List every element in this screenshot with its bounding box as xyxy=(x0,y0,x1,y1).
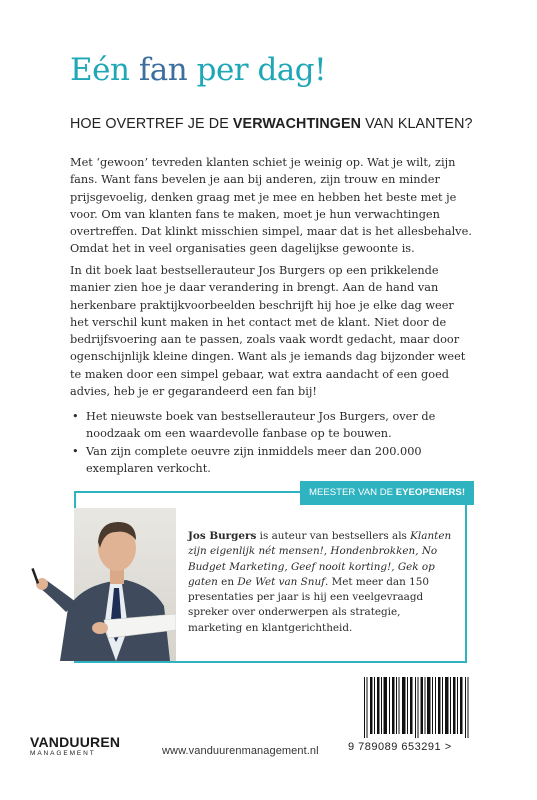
title-part-1: Eén xyxy=(70,52,130,88)
subtitle-before: HOE OVERTREF JE DE xyxy=(70,116,229,132)
list-item xyxy=(70,443,480,478)
subtitle-after: VAN KLANTEN? xyxy=(365,116,473,132)
publisher-subline: MANAGEMENT xyxy=(30,750,96,757)
author-photo xyxy=(30,508,176,661)
author-tab-label xyxy=(300,481,474,505)
book-titles-1: Klanten zijn eigenlijk nét mensen!, Hondenbrokken, No Budget Marketing, Geef nooit korting!, Gek op gaten xyxy=(188,530,452,588)
tab-prefix: MEESTER VAN DE xyxy=(308,487,394,498)
bio-text-1: is auteur van bestsellers als xyxy=(256,530,411,542)
title-part-2: fan xyxy=(138,52,188,88)
publisher-logo xyxy=(30,735,120,758)
bullet-text: Het nieuwste boek van bestsellerauteur Jos Burgers, over de noodzaak om een waardevolle fanbase op te bouwen. xyxy=(86,410,436,441)
bullet-icon: • xyxy=(72,410,79,423)
subtitle-emphasis: VERWACHTINGEN xyxy=(232,116,362,132)
isbn-barcode xyxy=(362,677,474,738)
intro-paragraph: Met ‘gewoon’ tevreden klanten schiet je weinig op. Wat je wilt, zijn fans. Want fans bevelen je aan bij anderen, zijn trouw en minder prijsgevoelig, denken graag met je mee en hebben het beste met je voor. Om van klanten fans te maken, moet je hun verwachtingen overtreffen. Dat klinkt misschien simpel, maar dat is het allesbehalve. Omdat het in veel organisaties geen dagelijkse gewoonte is. xyxy=(70,156,472,256)
publisher-website: www.vanduurenmanagement.nl xyxy=(162,745,319,757)
bio-text-2: en xyxy=(217,575,238,588)
bio-text-3: . Met meer dan 150 presentaties per jaar is hij een veelgevraagd spreker over onderwerpen als strategie, marketing en klantgerichtheid. xyxy=(188,575,429,634)
author-box-top-border xyxy=(74,491,300,493)
book-title xyxy=(70,52,326,88)
bullet-text: Van zijn complete oeuvre zijn inmiddels meer dan 200.000 exemplaren verkocht. xyxy=(86,444,422,475)
publisher-name: VANDUUREN xyxy=(30,734,121,750)
bullet-list xyxy=(70,408,480,477)
list-item xyxy=(70,408,480,443)
description-paragraph: In dit boek laat bestsellerauteur Jos Burgers op een prikkelende manier zien hoe je daar verandering in brengt. Aan de hand van herkenbare praktijkvoorbeelden beschrijft hij hoe je elke dag weer het verschil kunt maken in het contact met de klant. Niet door de bedrijfsvoering aan te passen, zoals vaak wordt gedacht, maar door ogenschijnlijk kleine dingen. Want als je iemands dag bijzonder weet te maken door een simpel gebaar, wat extra aandacht of een goed advies, heb je er gegarandeerd een fan bij! xyxy=(70,264,466,399)
author-name: Jos Burgers xyxy=(188,530,257,542)
book-title-2: De Wet van Snuf xyxy=(237,575,325,588)
tab-emphasis: EYEOPENERS! xyxy=(395,487,466,498)
isbn-number: 9 789089 653291 > xyxy=(348,741,452,753)
author-bio xyxy=(188,529,458,636)
book-subtitle xyxy=(70,116,473,132)
title-part-3: per dag! xyxy=(196,52,327,88)
bullet-icon: • xyxy=(72,444,79,458)
